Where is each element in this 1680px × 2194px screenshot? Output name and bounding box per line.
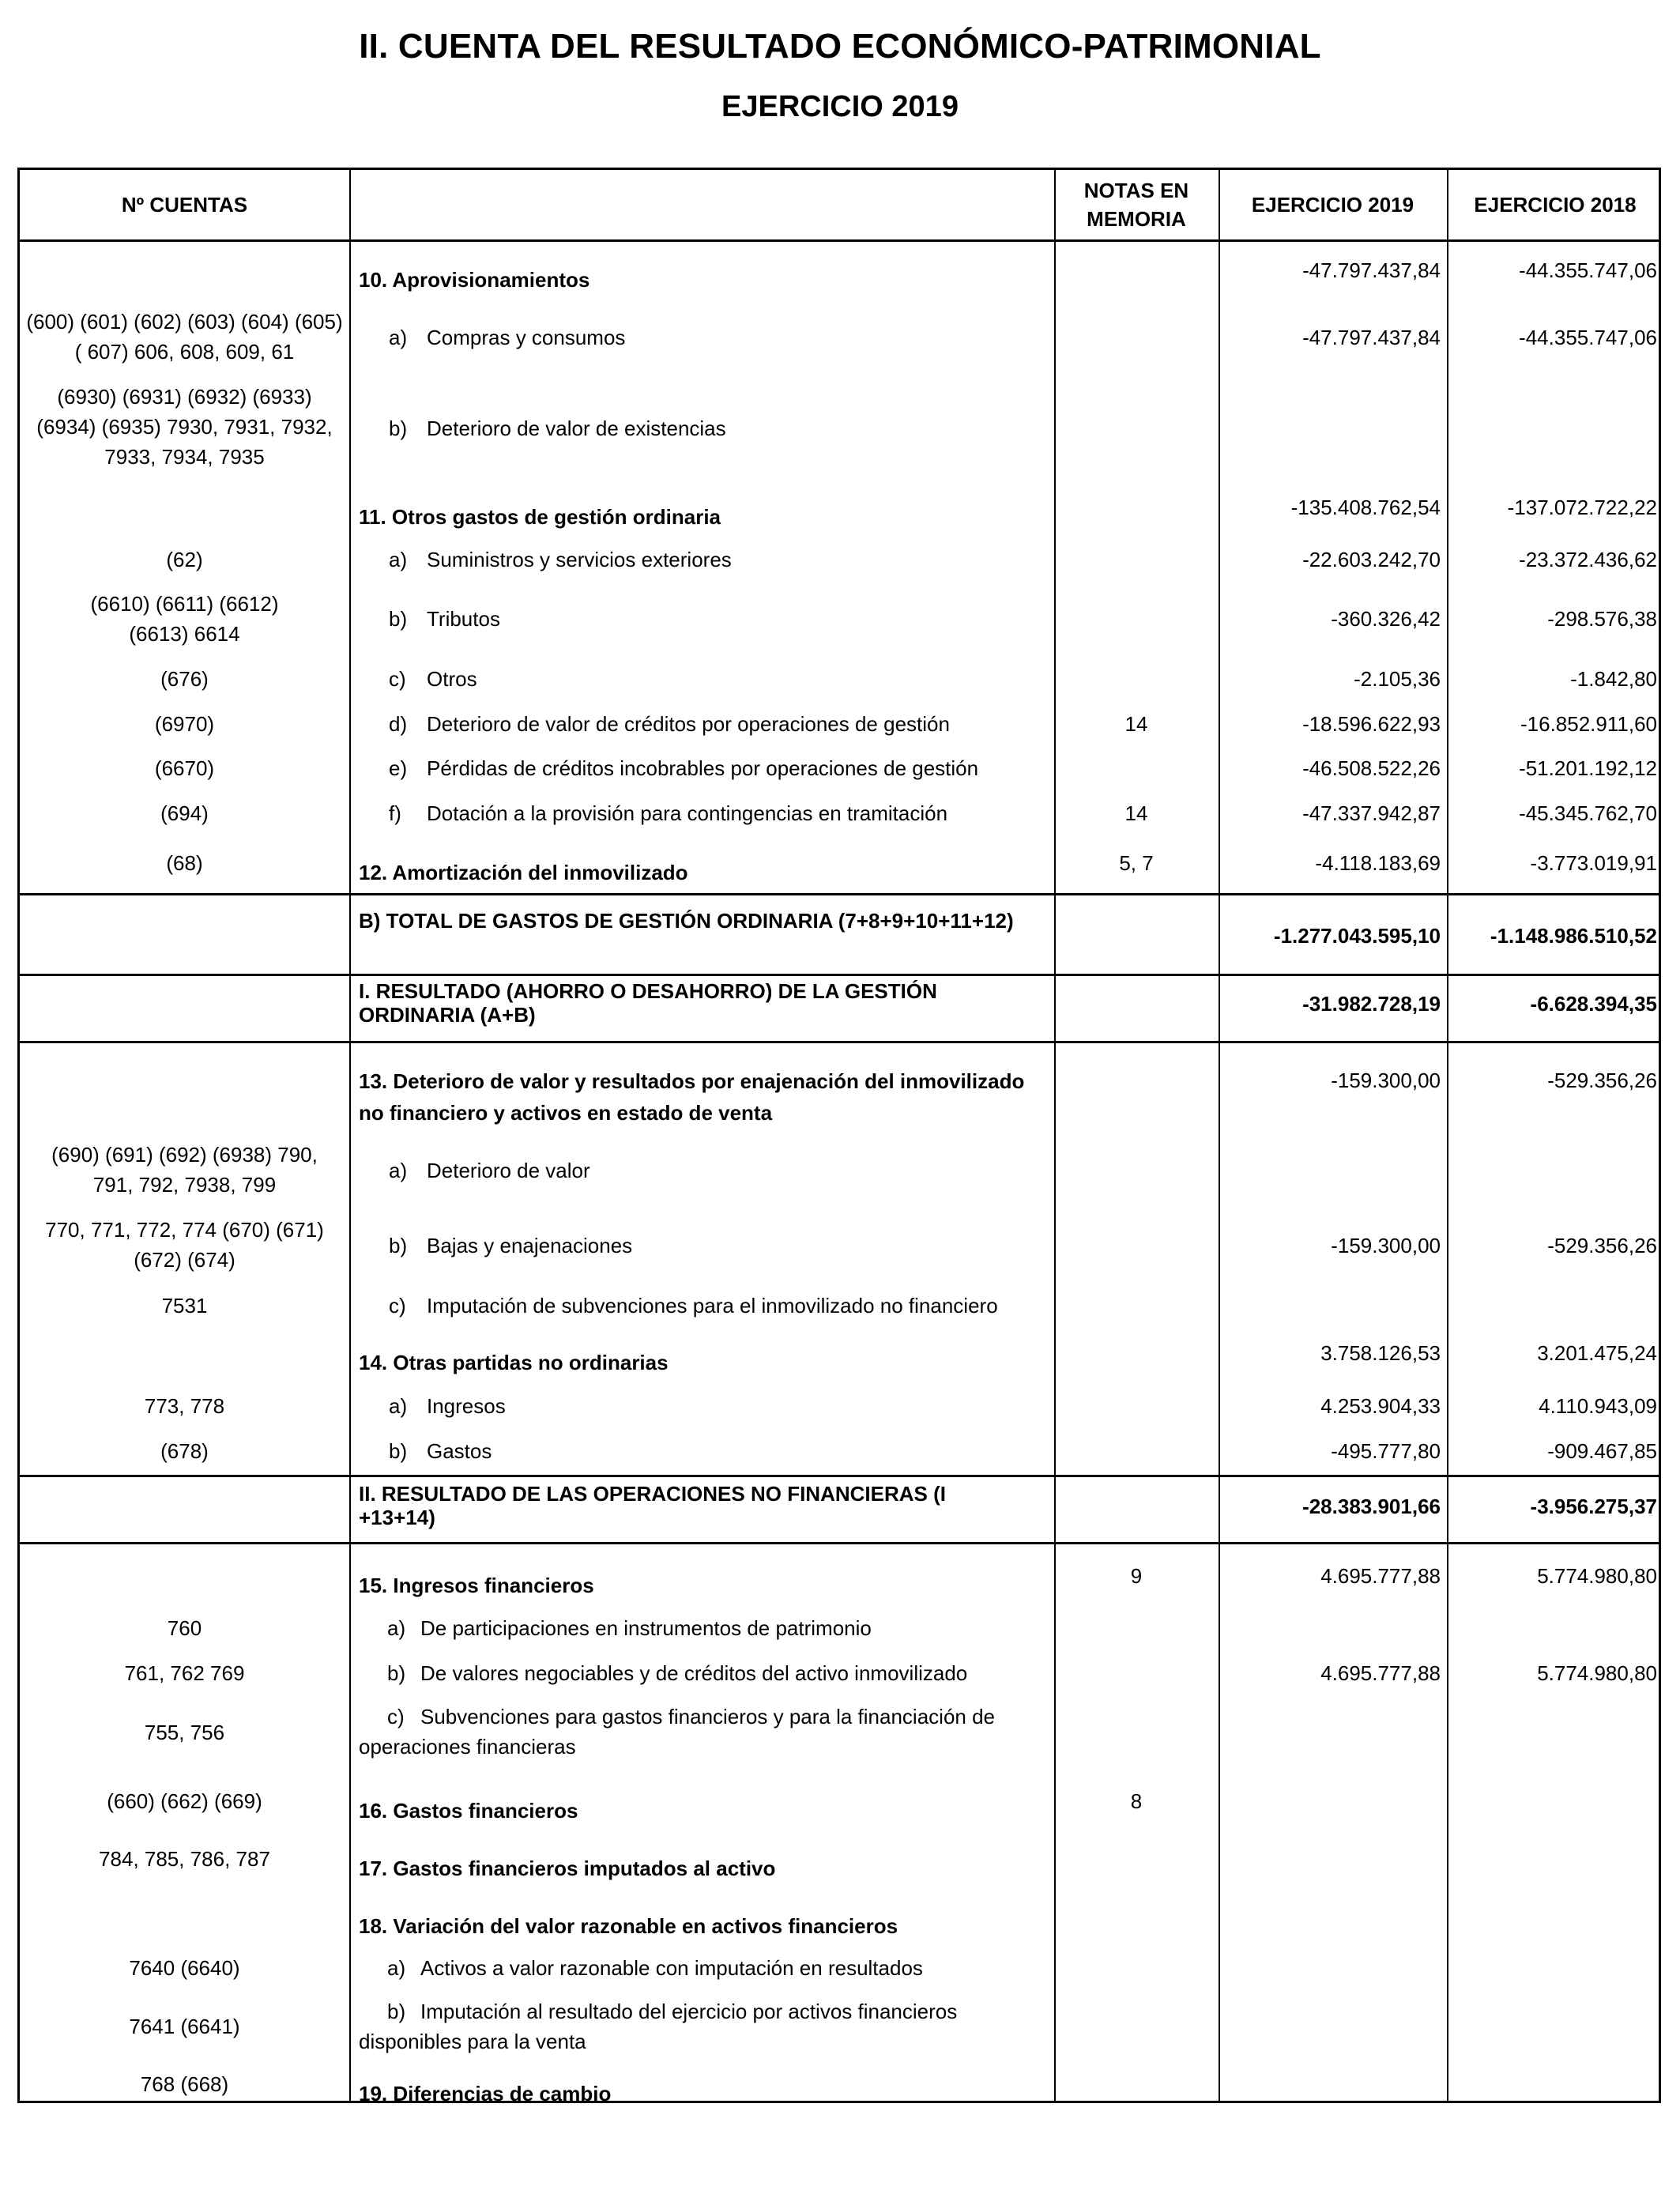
account-codes: (676) [160,667,209,691]
row-label-text: Ingresos [427,1394,506,1418]
account-codes: 760 [167,1616,202,1640]
account-codes: (690) (691) (692) (6938) 790, 791, 792, 7938, 799 [51,1143,318,1197]
row-label-text: Otros [427,667,477,691]
row-label [349,1953,1054,1983]
results-table [17,168,1661,2103]
result-value-2018: -6.628.394,35 [1530,992,1657,1016]
row-letter: a) [389,1159,408,1182]
row-divider [20,974,1659,976]
page-title: II. CUENTA DEL RESULTADO ECONÓMICO-PATRIMONIAL [359,27,1321,66]
row-label-text: Bajas y enajenaciones [427,1234,633,1257]
row-letter: e) [389,756,408,780]
account-codes: (68) [166,851,203,875]
row-label-text: Activos a valor razonable con imputación en resultados [420,1956,923,1980]
value-2018: -529.356,26 [1547,1234,1657,1257]
row-label-text: Suministros y servicios exteriores [427,548,732,571]
row-label-text: Dotación a la provisión para contingencias en tramitación [427,801,948,825]
result-label: I. RESULTADO (AHORRO O DESAHORRO) DE LA GESTIÓN ORDINARIA (A+B) [359,979,937,1027]
row-letter: c) [387,1705,405,1728]
value-2019: -47.797.437,84 [1302,326,1441,349]
value-2019: -46.508.522,26 [1302,756,1441,780]
row-letter: b) [387,1661,406,1685]
row-label [349,1391,1054,1421]
value-2019: -360.326,42 [1331,607,1441,631]
row-label-text: Deterioro de valor de existencias [427,417,726,440]
row-label-text: Pérdidas de créditos incobrables por operaciones de gestión [427,756,979,780]
value-2018: -1.842,80 [1570,667,1657,691]
value-2019: -22.603.242,70 [1302,548,1441,571]
result-label: II. RESULTADO DE LAS OPERACIONES NO FINANCIERAS (I +13+14) [359,1482,946,1529]
account-codes: (6930) (6931) (6932) (6933) (6934) (6935) 7930, 7931, 7932, 7933, 7934, 7935 [36,385,333,469]
value-2019: -495.777,80 [1331,1439,1441,1463]
memory-note: 8 [1130,1789,1143,1813]
row-label [349,1996,1054,2056]
row-label [349,1702,1054,1762]
row-label [349,709,1054,739]
value-2018: -44.355.747,06 [1519,258,1657,282]
row-label [349,1613,1054,1643]
row-letter: a) [389,1394,408,1418]
account-codes: (600) (601) (602) (603) (604) (605) ( 607) 606, 608, 609, 61 [26,310,343,364]
value-2018: 4.110.943,09 [1539,1394,1657,1418]
total-value-2019: -1.277.043.595,10 [1273,924,1441,948]
memory-note: 14 [1124,801,1148,825]
account-codes: (660) (662) (669) [107,1789,262,1813]
row-label [349,1291,1054,1321]
row-letter: d) [389,712,408,736]
account-codes: (694) [160,801,209,825]
row-label: 14. Otras partidas no ordinarias [359,1351,669,1374]
row-label: 19. Diferencias de cambio [359,2082,612,2105]
account-codes: (6970) [154,712,215,736]
row-label-text: Deterioro de valor [427,1159,590,1182]
account-codes: 770, 771, 772, 774 (670) (671) (672) (674) [45,1218,324,1272]
row-label-text: De valores negociables y de créditos del activo inmovilizado [420,1661,968,1685]
value-2018: 3.201.475,24 [1537,1341,1657,1365]
row-letter: a) [387,1956,406,1980]
result-value-2019: -28.383.901,66 [1302,1495,1441,1518]
row-letter: b) [389,1234,408,1257]
row-label [349,798,1054,828]
account-codes: 7640 (6640) [129,1956,240,1980]
value-2019: -159.300,00 [1331,1069,1441,1092]
value-2018: 5.774.980,80 [1537,1661,1657,1685]
row-divider [20,1542,1659,1544]
row-label: 12. Amortización del inmovilizado [359,861,688,884]
value-2018: -298.576,38 [1547,607,1657,631]
row-label: 10. Aprovisionamientos [359,268,590,292]
row-label [349,1658,1054,1688]
value-2018: -44.355.747,06 [1519,326,1657,349]
value-2018: -51.201.192,12 [1519,756,1657,780]
row-label-text: Tributos [427,607,500,631]
page-subtitle: EJERCICIO 2019 [721,90,959,123]
memory-note: 14 [1124,712,1148,736]
row-divider [20,239,1659,242]
row-label [349,753,1054,783]
value-2019: 3.758.126,53 [1320,1341,1441,1365]
row-letter: b) [389,1439,408,1463]
row-letter: c) [389,667,406,691]
row-label [349,1436,1054,1466]
column-divider [1219,170,1220,2101]
row-label-text: Imputación de subvenciones para el inmovilizado no financiero [427,1294,998,1318]
row-label [349,664,1054,694]
value-2018: -23.372.436,62 [1519,548,1657,571]
row-divider [20,1041,1659,1043]
value-2019: -18.596.622,93 [1302,712,1441,736]
account-codes: (6670) [154,756,215,780]
row-label-text: Subvenciones para gastos financieros y para la financiación de operaciones financieras [359,1705,996,1759]
header-year-2019: EJERCICIO 2019 [1251,193,1414,217]
memory-note: 9 [1130,1564,1143,1588]
total-label: B) TOTAL DE GASTOS DE GESTIÓN ORDINARIA (7+8+9+10+11+12) [359,909,1014,933]
header-year-2018: EJERCICIO 2018 [1474,193,1637,217]
row-letter: f) [389,801,401,825]
row-label-text: De participaciones en instrumentos de patrimonio [420,1616,872,1640]
value-2018: -137.072.722,22 [1507,496,1657,519]
result-value-2018: -3.956.275,37 [1530,1495,1657,1518]
row-letter: b) [389,417,408,440]
value-2018: -909.467,85 [1547,1439,1657,1463]
account-codes: (678) [160,1439,209,1463]
value-2018: -16.852.911,60 [1520,712,1657,736]
row-label [349,545,1054,575]
value-2019: 4.253.904,33 [1320,1394,1441,1418]
row-letter: b) [389,607,408,631]
account-codes: 773, 778 [144,1394,225,1418]
value-2018: -45.345.762,70 [1519,801,1657,825]
row-letter: b) [387,2000,406,2023]
row-letter: a) [387,1616,406,1640]
row-label-text: Compras y consumos [427,326,626,349]
row-letter: a) [389,326,408,349]
account-codes: 755, 756 [144,1721,225,1744]
header-notes: NOTAS EN MEMORIA [1083,179,1189,231]
value-2019: -47.337.942,87 [1302,801,1441,825]
row-label [349,1231,1054,1261]
row-label-text: Imputación al resultado del ejercicio por activos financieros disponibles para la venta [359,2000,958,2053]
header-accounts: Nº CUENTAS [121,193,248,217]
result-value-2019: -31.982.728,19 [1302,992,1441,1016]
value-2019: -135.408.762,54 [1290,496,1441,519]
value-2019: 4.695.777,88 [1320,1661,1441,1685]
account-codes: 7531 [161,1294,208,1318]
value-2019: -2.105,36 [1354,667,1441,691]
memory-note: 5, 7 [1119,851,1154,875]
account-codes: (62) [166,548,203,571]
total-value-2018: -1.148.986.510,52 [1490,924,1657,948]
value-2019: -159.300,00 [1331,1234,1441,1257]
column-divider [1447,170,1448,2101]
row-label: 18. Variación del valor razonable en activos financieros [359,1914,898,1938]
row-letter: c) [389,1294,406,1318]
value-2018: 5.774.980,80 [1537,1564,1657,1588]
row-label-text: Deterioro de valor de créditos por operaciones de gestión [427,712,950,736]
account-codes: 768 (668) [140,2072,229,2096]
row-divider [20,1475,1659,1477]
row-label: 16. Gastos financieros [359,1799,578,1823]
value-2018: -529.356,26 [1547,1069,1657,1092]
account-codes: 784, 785, 786, 787 [99,1847,270,1871]
account-codes: (6610) (6611) (6612) (6613) 6614 [90,592,279,646]
value-2018: -3.773.019,91 [1530,851,1657,875]
row-label: 17. Gastos financieros imputados al activo [359,1857,776,1880]
row-label-text: Gastos [427,1439,492,1463]
row-label [349,322,1054,352]
row-label: 15. Ingresos financieros [359,1574,594,1597]
value-2019: 4.695.777,88 [1320,1564,1441,1588]
row-label: 11. Otros gastos de gestión ordinaria [359,505,721,529]
row-label: 13. Deterioro de valor y resultados por enajenación del inmovilizado no financiero y activos en estado de venta [359,1069,1025,1125]
account-codes: 761, 762 769 [124,1661,245,1685]
row-divider [20,893,1659,895]
row-label [349,1155,1054,1186]
account-codes: 7641 (6641) [129,2015,240,2038]
value-2019: -4.118.183,69 [1315,851,1441,875]
row-letter: a) [389,548,408,571]
value-2019: -47.797.437,84 [1302,258,1441,282]
row-label [349,604,1054,634]
row-label [349,413,1054,443]
